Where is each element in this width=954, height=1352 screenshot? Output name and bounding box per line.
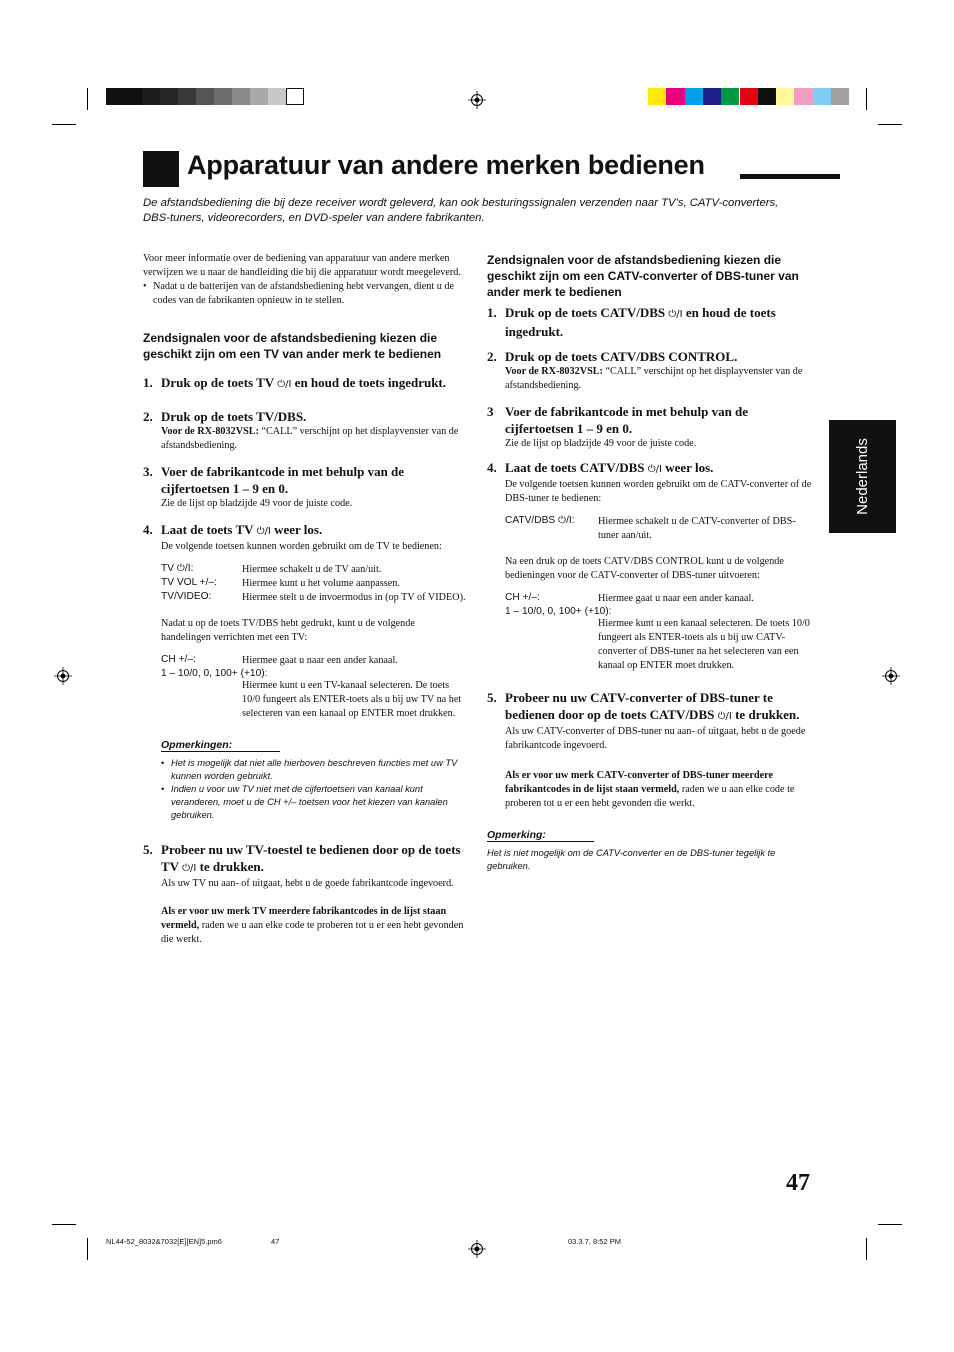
color-swatch xyxy=(666,88,684,105)
power-icon: ⏻/I xyxy=(717,711,732,722)
step-text: Laat de toets CATV/DBS ⏻/I weer los. xyxy=(505,460,714,475)
step-4 xyxy=(143,521,466,540)
notes-heading: Opmerkingen: xyxy=(161,739,280,752)
step-1 xyxy=(487,304,813,340)
registration-mark-icon xyxy=(468,91,486,109)
color-swatch xyxy=(196,88,214,105)
footer-page: 47 xyxy=(271,1237,280,1246)
color-swatch xyxy=(160,88,178,105)
step-number: 5. xyxy=(487,690,497,705)
color-swatch xyxy=(250,88,268,105)
after-control-text: Na een druk op de toets CATV/DBS CONTROL kunt u de volgende bedieningen voor de CATV-converter of DBS-tuner uitvoeren: xyxy=(505,556,784,581)
step-4-detail: De volgende toetsen kunnen worden gebruikt om de CATV-converter of de DBS-tuner te bedienen: xyxy=(505,479,812,504)
color-swatch xyxy=(232,88,250,105)
tv-key-list xyxy=(143,563,466,605)
color-swatch xyxy=(178,88,196,105)
color-swatch xyxy=(648,88,666,105)
bullet-text: Nadat u de batterijen van de afstandsbediening hebt vervangen, dient u de codes van de fabrikanten opnieuw in te stellen. xyxy=(153,281,454,306)
step-2 xyxy=(143,408,466,425)
crop-mark xyxy=(866,1238,867,1260)
step-number: 2. xyxy=(487,349,497,364)
note-item: • Indien u voor uw TV niet met de cijfertoetsen van kanaal kunt veranderen, moet u de CH +/– toetsen voor het kiezen van kanalen gebruiken. xyxy=(161,784,448,820)
crop-mark xyxy=(87,1238,88,1260)
key-row: TV VOL +/–: Hiermee kunt u het volume aanpassen. xyxy=(161,577,400,589)
power-icon: ⏻/I xyxy=(277,379,292,390)
crop-mark xyxy=(866,88,867,110)
title-rule xyxy=(740,174,840,179)
page-title: Apparatuur van andere merken bedienen xyxy=(187,150,705,180)
after-tvdbs-text: Nadat u op de toets TV/DBS hebt gedrukt, kunt u de volgende handelingen verrichten met een TV: xyxy=(161,618,415,643)
note-item: • Het is mogelijk dat niet alle hierboven beschreven functies met uw TV kunnen worden gebruikt. xyxy=(161,758,458,781)
key-row: TV/VIDEO: Hiermee stelt u de invoermodus in (op TV of VIDEO). xyxy=(161,591,466,603)
color-swatch xyxy=(721,88,739,105)
registration-mark-icon xyxy=(468,1240,486,1258)
power-icon: ⏻/I xyxy=(647,464,662,475)
step-number: 1. xyxy=(487,305,497,320)
channel-key-list xyxy=(487,592,813,673)
step-4-detail: De volgende toetsen kunnen worden gebruikt om de TV te bedienen: xyxy=(161,541,442,552)
step-text: Druk op de toets CATV/DBS ⏻/I en houd de toets ingedrukt. xyxy=(505,305,776,339)
color-swatch xyxy=(794,88,812,105)
color-swatch xyxy=(831,88,849,105)
step-number: 4. xyxy=(487,460,497,475)
step-text: Druk op de toets TV ⏻/I en houd de toets ingedrukt. xyxy=(161,375,446,390)
intro-text: De afstandsbediening die bij deze receiver wordt geleverd, kan ook besturingssignalen verzenden naar TV’s, CATV-converters, DBS-tuners, videorecorders, en DVD-speler van andere fabrikanten. xyxy=(143,197,779,224)
right-column xyxy=(487,252,813,873)
title-marker-block xyxy=(143,151,179,187)
color-swatch xyxy=(214,88,232,105)
color-swatch xyxy=(142,88,160,105)
crop-mark xyxy=(52,1224,76,1225)
step-2 xyxy=(487,348,813,365)
step-text: Druk op de toets TV/DBS. xyxy=(161,409,307,424)
note-block xyxy=(487,825,813,873)
step-text: Voer de fabrikantcode in met behulp van de cijfertoetsen 1 – 9 en 0. xyxy=(161,464,405,496)
step-number: 4. xyxy=(143,522,153,537)
section-heading-catv: Zendsignalen voor de afstandsbediening kiezen die geschikt zijn om een CATV-converter of DBS-tuner van ander merk te bedienen xyxy=(487,253,799,299)
multiple-codes-text: Als er voor uw merk TV meerdere fabrikantcodes in de lijst staan vermeld, raden we u aan elke code te proberen tot u er een hebt gevonden die werkt. xyxy=(161,906,464,945)
step-text: Laat de toets TV ⏻/I weer los. xyxy=(161,522,323,537)
channel-key-list xyxy=(143,654,466,721)
power-icon: ⏻/I xyxy=(256,526,271,537)
color-swatch xyxy=(685,88,703,105)
key-description: Hiermee kunt u een TV-kanaal selecteren. De toets 10/0 fungeert als ENTER-toets als u bij uw TV na het selecteren van een kanaal op ENTER moet drukken. xyxy=(242,680,462,719)
step-5-detail: Als uw CATV-converter of DBS-tuner nu aan- of uitgaat, hebt u de goede fabrikantcode ingevoerd. xyxy=(505,726,806,751)
crop-mark xyxy=(878,1224,902,1225)
key-row: TV ⏻/I: Hiermee schakelt u de TV aan/uit. xyxy=(161,563,382,575)
crop-mark xyxy=(878,124,902,125)
key-row: CH +/–: Hiermee gaat u naar een ander kanaal. xyxy=(161,654,398,666)
step-2-detail: Voor de RX-8032VSL: “CALL” verschijnt op het displayvenster van de afstandsbediening. xyxy=(505,366,803,391)
color-swatch xyxy=(740,88,758,105)
notes-block xyxy=(143,735,466,822)
crop-mark xyxy=(52,124,76,125)
key-row: CATV/DBS ⏻/I: Hiermee schakelt u de CATV-converter of DBS-tuner aan/uit. xyxy=(505,515,796,541)
step-text: Voer de fabrikantcode in met behulp van de cijfertoetsen 1 – 9 en 0. xyxy=(505,404,749,436)
step-5 xyxy=(487,689,813,725)
step-number: 3. xyxy=(143,464,153,479)
color-swatch xyxy=(268,88,286,105)
step-3-detail: Zie de lijst op bladzijde 49 voor de juiste code. xyxy=(161,498,353,509)
step-3 xyxy=(143,463,466,497)
color-swatch xyxy=(776,88,794,105)
bullet-icon: • xyxy=(143,281,147,292)
section-heading-tv: Zendsignalen voor de afstandsbediening kiezen die geschikt zijn om een TV van ander merk te bedienen xyxy=(143,331,442,361)
language-label: Nederlands xyxy=(854,438,871,515)
step-number: 1. xyxy=(143,375,153,390)
note-heading: Opmerking: xyxy=(487,829,594,842)
key-row: CH +/–: Hiermee gaat u naar een ander kanaal. xyxy=(505,592,754,604)
footer-date: 03.3.7, 8:52 PM xyxy=(568,1237,621,1246)
battery-bullet xyxy=(143,280,466,308)
step-number: 2. xyxy=(143,409,153,424)
page-number: 47 xyxy=(786,1170,810,1196)
registration-mark-icon xyxy=(54,667,72,685)
step-3-detail: Zie de lijst op bladzijde 49 voor de juiste code. xyxy=(505,438,697,449)
note-text: Het is niet mogelijk om de CATV-converter en de DBS-tuner tegelijk te gebruiken. xyxy=(487,848,776,871)
color-swatch xyxy=(703,88,721,105)
left-column xyxy=(143,252,466,947)
step-4 xyxy=(487,459,813,478)
color-swatch xyxy=(124,88,142,105)
step-2-detail: Voor de RX-8032VSL: “CALL” verschijnt op het displayvenster van de afstandsbediening. xyxy=(161,426,459,451)
step-5 xyxy=(143,841,466,877)
key-description: Hiermee kunt u een kanaal selecteren. De toets 10/0 fungeert als ENTER-toets als u bij uw CATV-converter of DBS-tuner na het selecteren van een kanaal op ENTER moet drukken. xyxy=(598,618,810,671)
step-text: Druk op de toets CATV/DBS CONTROL. xyxy=(505,349,738,364)
color-swatch xyxy=(758,88,776,105)
step-number: 3 xyxy=(487,404,494,419)
key-label: 1 – 10/0, 0, 100+ (+10): xyxy=(161,668,268,679)
color-swatch xyxy=(106,88,124,105)
step-text: Probeer nu uw TV-toestel te bedienen door op de toets TV ⏻/I te drukken. xyxy=(161,842,461,874)
color-swatch xyxy=(813,88,831,105)
step-3 xyxy=(487,403,813,437)
language-tab xyxy=(829,420,896,533)
power-icon: ⏻/I xyxy=(668,309,683,320)
power-icon: ⏻/I xyxy=(182,863,197,874)
footer-filename: NL44-52_8032&7032[E][EN]5.pm6 xyxy=(106,1237,222,1246)
multiple-codes-text: Als er voor uw merk CATV-converter of DBS-tuner meerdere fabrikantcodes in de lijst staan vermeld, raden we u aan elke code te proberen tot u er een hebt gevonden die werkt. xyxy=(505,770,795,809)
color-swatch xyxy=(286,88,304,105)
key-label: 1 – 10/0, 0, 100+ (+10): xyxy=(505,606,612,617)
step-5-detail: Als uw TV nu aan- of uitgaat, hebt u de goede fabrikantcode ingevoerd. xyxy=(161,878,454,889)
step-text: Probeer nu uw CATV-converter of DBS-tuner te bedienen door op de toets CATV/DBS ⏻/I te drukken. xyxy=(505,690,800,722)
crop-mark xyxy=(87,88,88,110)
registration-mark-icon xyxy=(882,667,900,685)
info-paragraph: Voor meer informatie over de bediening van apparatuur van andere merken verwijzen we u naar de handleiding die bij die apparatuur wordt meegeleverd. xyxy=(143,253,461,278)
step-1 xyxy=(143,374,466,393)
step-number: 5. xyxy=(143,842,153,857)
